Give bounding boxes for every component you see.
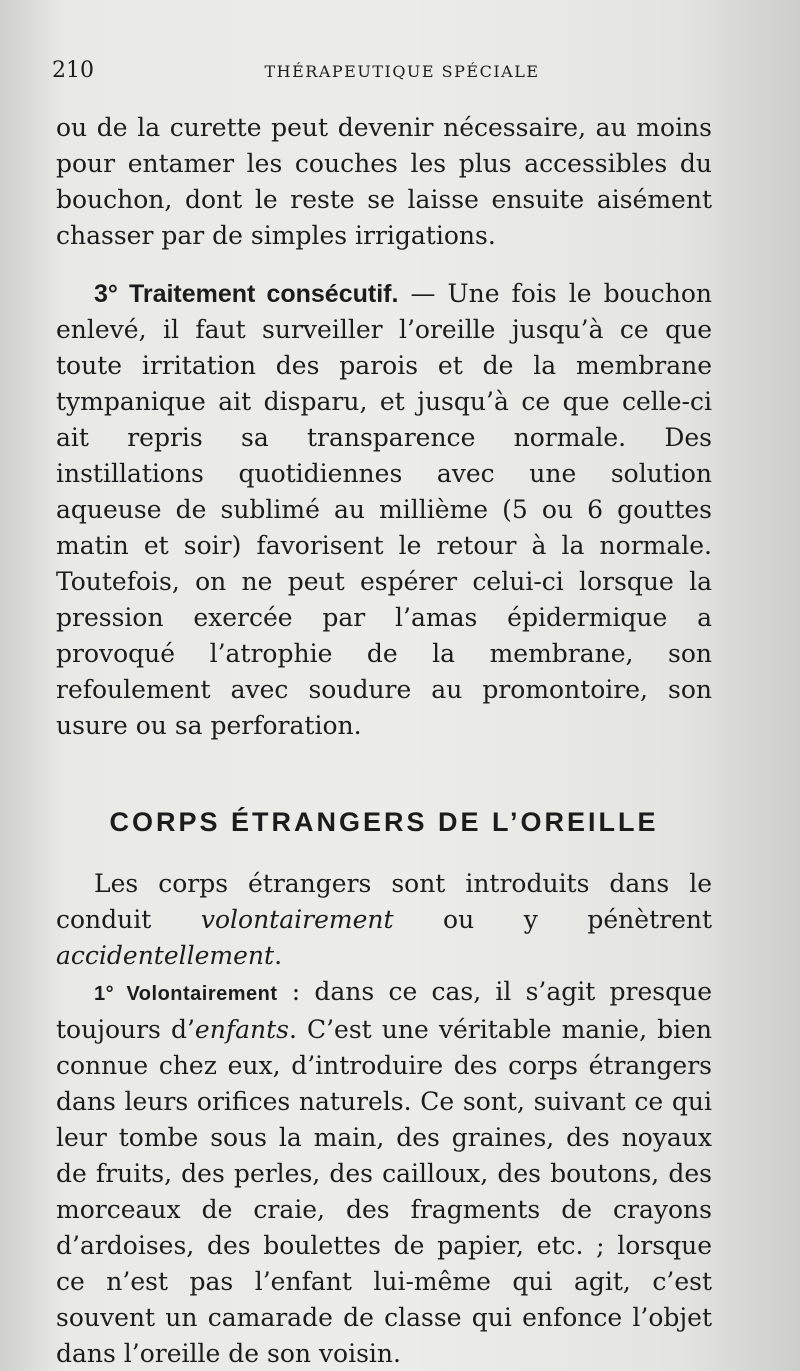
intro-text-c: .	[274, 941, 283, 970]
section-heading: CORPS ÉTRANGERS DE L’OREILLE	[109, 807, 659, 837]
paragraph-continuation: ou de la curette peut devenir nécessaire, au moins pour entamer les couches les plus accessibles du bouchon, dont le reste se laisse ensuite aisément chasser par de simples irrigations.	[56, 113, 712, 250]
intro-emphasis-1: volontairement	[200, 905, 394, 934]
page-body	[56, 110, 712, 1371]
intro-text-b: ou y pénètrent	[393, 905, 713, 934]
paragraph-volontairement	[56, 974, 712, 1371]
intro-text-a: Les corps étrangers sont introduits dans le conduit	[56, 869, 712, 934]
paragraph-heading-traitement: 3° Traitement consécutif.	[94, 280, 399, 308]
volontairement-emphasis: enfants	[194, 1015, 289, 1044]
volontairement-text-b: . C’est une véritable manie, bien connue chez eux, d’introduire des corps étrangers dans leurs orifices naturels. Ce sont, suivant ce qui leur tombe sous la main, des graines, des noyaux de fruits, des perles, des cailloux, des boutons, des morceaux de craie, des fragments de crayons d’ardoises, des boulettes de papier, etc. ; lorsque ce n’est pas l’enfant lui-même qui agit, c’est souvent un camarade de classe qui enfonce l’objet dans l’oreille de son voisin.	[56, 1015, 712, 1368]
intro-emphasis-2: accidentellement	[56, 941, 275, 970]
paragraph-traitement-text: — Une fois le bouchon enlevé, il faut surveiller l’oreille jusqu’à ce que toute irritation des parois et de la membrane tympanique ait disparu, et jusqu’à ce que celle-ci ait repris sa transparence normale. Des instillations quotidiennes avec une solution aqueuse de sublimé au millième (5 ou 6 gouttes matin et soir) favorisent le retour à la normale. Toutefois, on ne peut espérer celui-ci lorsque la pression exercée par l’amas épidermique a provoqué l’atrophie de la membrane, son refoulement avec soudure au promontoire, son usure ou sa perforation.	[56, 279, 712, 740]
paragraph-intro	[56, 866, 712, 974]
page-header	[52, 58, 752, 88]
volontairement-text-a: : dans ce cas, il s’agit presque toujours d’	[56, 977, 712, 1044]
page-number: 210	[52, 58, 94, 83]
running-title: THÉRAPEUTIQUE SPÉCIALE	[264, 62, 540, 81]
paragraph-heading-volontairement: 1° Volontairement	[94, 983, 278, 1005]
paragraph-traitement	[56, 276, 712, 744]
